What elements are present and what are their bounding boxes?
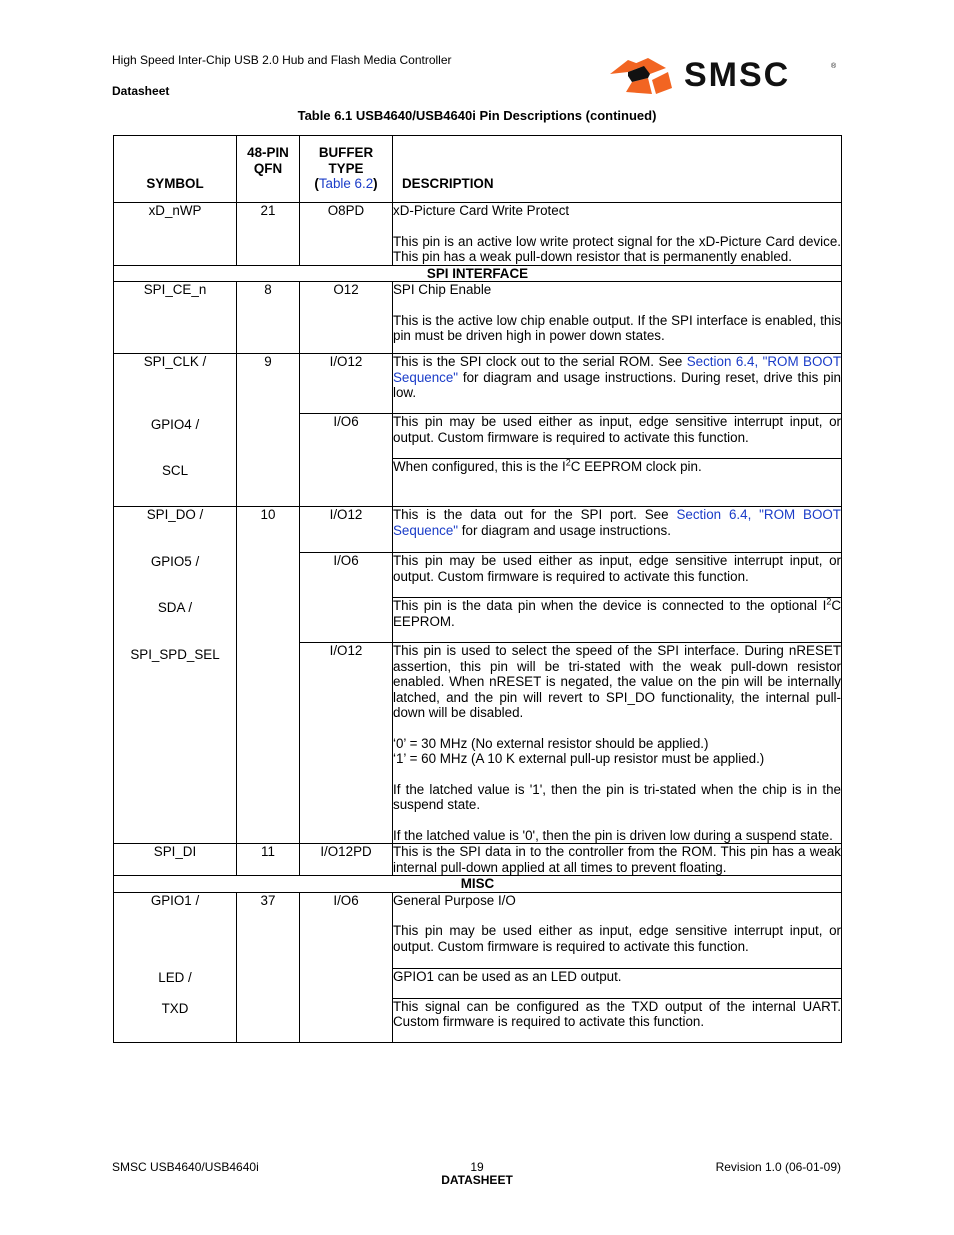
symbol-text: SCL <box>161 463 189 478</box>
header-buffer-line2: TYPE <box>328 160 364 176</box>
header-buffer-type <box>300 136 393 203</box>
description-text: This is the active low chip enable output. If the SPI interface is enabled, this pin must be driven high in power down states. <box>393 312 841 343</box>
pin-cell: 37 <box>237 892 300 1042</box>
pin-cell: 11 <box>237 844 300 876</box>
description-cell <box>393 968 842 998</box>
buffer-cell: I/O6 <box>300 414 393 507</box>
pin-cell: 9 <box>237 354 300 507</box>
description-cell <box>393 282 842 354</box>
symbol-text: SPI_CLK / <box>143 354 207 369</box>
description-cell <box>393 643 842 844</box>
header-buffer-line1: BUFFER <box>318 145 374 160</box>
smsc-logo-mark-icon <box>610 58 672 94</box>
description-text: General Purpose I/O <box>393 892 516 908</box>
description-cell <box>393 553 842 598</box>
description-cell <box>393 459 842 507</box>
pin-cell: 21 <box>237 203 300 266</box>
description-text: This is the data out for the SPI port. See Section 6.4, "ROM BOOT Sequence" for diagram and usage instructions. <box>393 507 841 538</box>
buffer-cell: I/O6 <box>300 892 393 1042</box>
symbol-text: GPIO4 / <box>150 416 200 432</box>
symbol-cell: SPI_CE_n <box>114 282 237 354</box>
symbol-text: LED / <box>158 970 192 985</box>
table-row <box>114 892 842 968</box>
table-row <box>114 507 842 553</box>
description-cell <box>393 354 842 414</box>
buffer-cell: I/O6 <box>300 553 393 643</box>
section-title: SPI INTERFACE <box>114 265 842 282</box>
table-row <box>114 282 842 354</box>
description-text: This pin may be used either as input, edge sensitive interrupt input, or output. Custom firmware is required to activate this function. <box>393 923 841 954</box>
header-qfn-line2: QFN <box>253 160 283 176</box>
document-title: High Speed Inter-Chip USB 2.0 Hub and Flash Media Controller <box>112 53 452 67</box>
description-cell <box>393 598 842 643</box>
description-text: GPIO1 can be used as an LED output. <box>393 968 622 984</box>
smsc-logo-text: SMSC <box>684 56 791 94</box>
description-text: ‘0’ = 30 MHz (No external resistor should be applied.) ‘1’ = 60 MHz (A 10 K external pull-up resistor must be applied.) <box>393 735 765 766</box>
symbol-cell <box>114 892 237 1042</box>
table-header-row <box>114 136 842 203</box>
header-symbol: SYMBOL <box>114 136 237 203</box>
symbol-cell <box>114 507 237 844</box>
description-cell <box>393 892 842 968</box>
pin-cell: 10 <box>237 507 300 844</box>
description-text: If the latched value is '1', then the pin is tri-stated when the chip is in the suspend state. <box>393 781 841 812</box>
buffer-cell: I/O12PD <box>300 844 393 876</box>
description-text: When configured, this is the $I^2C$ EEPROM clock pin. <box>393 457 702 474</box>
section-row-misc <box>114 876 842 893</box>
buffer-cell: I/O12 <box>300 643 393 844</box>
description-text: If the latched value is '0', then the pin is driven low during a suspend state. <box>393 827 833 843</box>
description-text: This signal can be configured as the TXD output of the internal UART. Custom firmware is required to activate this function. <box>393 998 841 1029</box>
table-row <box>114 203 842 266</box>
document-type: Datasheet <box>112 84 170 98</box>
description-text: This pin is an active low write protect signal for the xD-Picture Card device. This pin has a weak pull-down resistor that is permanently enabled. <box>393 233 841 264</box>
pin-cell: 8 <box>237 282 300 354</box>
symbol-text: SDA / <box>157 600 193 615</box>
table-6-2-link[interactable]: Table 6.2 <box>318 176 374 191</box>
symbol-text: GPIO1 / <box>150 892 200 908</box>
header-buffer-paren-close: ) <box>373 176 378 191</box>
buffer-cell: O8PD <box>300 203 393 266</box>
table-row <box>114 844 842 876</box>
header-qfn-line1: 48-PIN <box>247 145 289 160</box>
footer-page-number: 19 <box>470 1160 484 1174</box>
header-qfn <box>237 136 300 203</box>
pin-description-table <box>113 135 842 1043</box>
buffer-cell: I/O12 <box>300 354 393 414</box>
description-text: SPI Chip Enable <box>393 282 492 297</box>
section-6-4-link[interactable]: Section 6.4, "ROM BOOT Sequence" <box>393 354 841 385</box>
smsc-logo <box>608 52 840 98</box>
footer-revision: Revision 1.0 (06-01-09) <box>715 1160 841 1174</box>
symbol-text: SPI_SPD_SEL <box>130 646 220 662</box>
buffer-cell: O12 <box>300 282 393 354</box>
description-text: This pin is used to select the speed of the SPI interface. During nRESET assertion, this pin will be tri-stated with the weak pull-down resistor enabled. When nRESET is negated, the value on the pin will be internally latched, and the pin will revert to SPI_DO functionality, the internal pull-down will be disabled. <box>393 643 841 720</box>
description-cell <box>393 203 842 266</box>
header-description: DESCRIPTION <box>393 136 842 203</box>
description-cell <box>393 998 842 1042</box>
header-buffer-paren-open: ( <box>314 176 319 191</box>
symbol-text: TXD <box>161 1000 189 1016</box>
description-text: This is the SPI clock out to the serial ROM. See Section 6.4, "ROM BOOT Sequence" for diagram and usage instructions. During reset, drive this pin low. <box>393 354 841 400</box>
description-text: This pin may be used either as input, edge sensitive interrupt input, or output. Custom firmware is required to activate this function. <box>393 553 841 584</box>
table-row <box>114 354 842 414</box>
footer-datasheet-label: DATASHEET <box>441 1173 513 1187</box>
symbol-cell: SPI_DI <box>114 844 237 876</box>
symbol-cell: xD_nWP <box>114 203 237 266</box>
description-text: This pin may be used either as input, edge sensitive interrupt input, or output. Custom firmware is required to activate this function. <box>393 414 841 445</box>
symbol-text: SPI_DO / <box>146 507 204 522</box>
section-title: MISC <box>114 876 842 893</box>
table-caption: Table 6.1 USB4640/USB4640i Pin Descriptions (continued) <box>297 108 657 123</box>
description-cell <box>393 507 842 553</box>
description-text: This pin is the data pin when the device is connected to the optional $I^2C$ EEPROM. <box>393 596 841 629</box>
description-text: This is the SPI data in to the controller from the ROM. This pin has a weak internal pull-down applied at all times to prevent floating. <box>393 844 841 875</box>
description-cell <box>393 844 842 876</box>
buffer-cell: I/O12 <box>300 507 393 553</box>
symbol-cell <box>114 354 237 507</box>
footer-product: SMSC USB4640/USB4640i <box>112 1160 259 1174</box>
section-6-4-link[interactable]: Section 6.4, "ROM BOOT Sequence" <box>393 507 841 538</box>
description-text: xD-Picture Card Write Protect <box>393 203 570 218</box>
section-row-spi <box>114 265 842 282</box>
registered-mark: ® <box>831 63 837 70</box>
symbol-text: GPIO5 / <box>150 553 200 569</box>
description-cell <box>393 414 842 459</box>
